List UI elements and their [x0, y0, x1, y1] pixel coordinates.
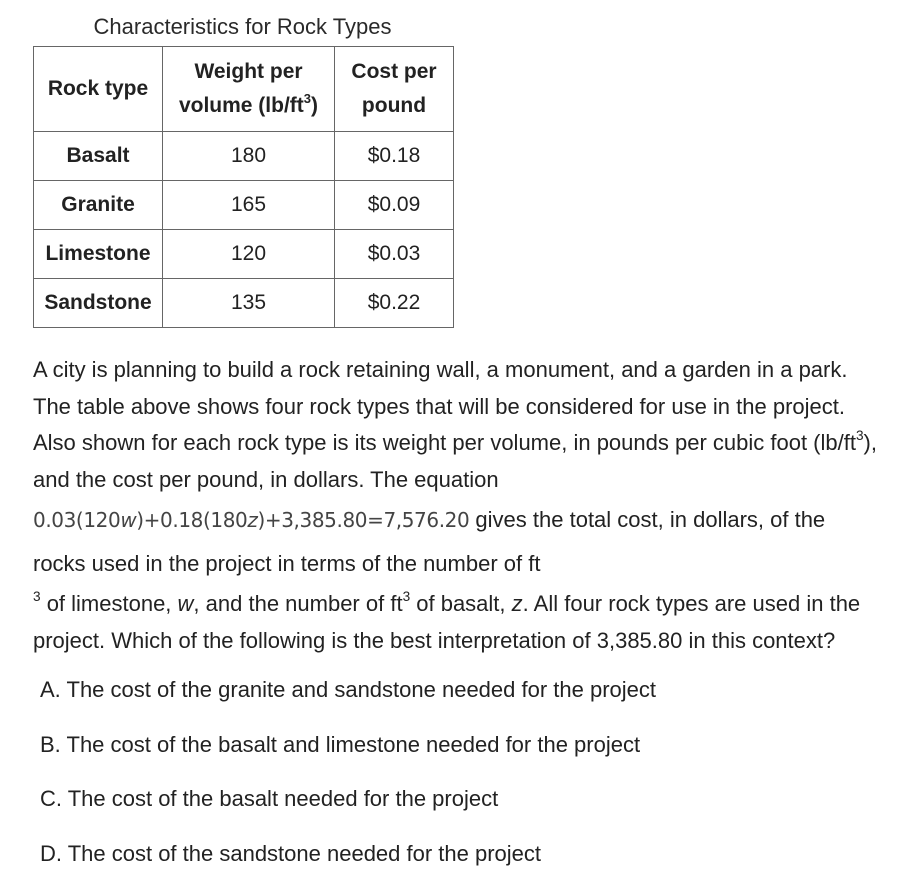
- question-text-part7: . All four rock types are used in the project. Which of the following is the best interpretation of 3,385.80 in this context?: [33, 591, 861, 653]
- header-rock-type: Rock type: [34, 47, 163, 132]
- header-cost-line1: Cost per: [351, 60, 437, 83]
- header-weight-close: ): [311, 94, 319, 117]
- header-weight-line1: Weight per: [194, 60, 303, 83]
- variable-z: z: [511, 591, 523, 616]
- row-cost: $0.03: [335, 230, 454, 279]
- question-text-part3: gives the total cost, in dollars, of the rocks used in the project in terms of the number of ft: [33, 507, 826, 576]
- row-rock-name: Sandstone: [34, 279, 163, 328]
- table-row: [34, 181, 454, 230]
- row-weight: 120: [163, 230, 335, 279]
- header-cost-line2: pound: [361, 94, 427, 117]
- question-text-part5: , and the number of ft: [193, 591, 403, 616]
- equation-var-z: z: [247, 508, 258, 532]
- equation-part-b: )+0.18(180: [136, 508, 248, 532]
- table-row: [34, 230, 454, 279]
- header-cost-per-pound: [335, 47, 454, 132]
- answer-choice-a[interactable]: A. The cost of the granite and sandstone needed for the project: [40, 677, 657, 702]
- table-row: [34, 132, 454, 181]
- equation: [33, 498, 883, 586]
- row-weight: 165: [163, 181, 335, 230]
- row-cost: $0.18: [335, 132, 454, 181]
- superscript: 3: [402, 589, 411, 605]
- header-weight-per-volume: [163, 47, 335, 132]
- answer-choice-d[interactable]: D. The cost of the sandstone needed for the project: [40, 840, 542, 866]
- question-text-part6: of basalt,: [410, 591, 512, 616]
- row-weight: 180: [163, 132, 335, 181]
- superscript: 3: [33, 589, 41, 605]
- superscript: 3: [855, 428, 864, 444]
- row-cost: $0.09: [335, 181, 454, 230]
- variable-w: w: [177, 591, 194, 616]
- row-rock-name: Limestone: [34, 230, 163, 279]
- answer-choice-b[interactable]: B. The cost of the basalt and limestone needed for the project: [40, 731, 641, 757]
- header-weight-superscript: 3: [303, 90, 312, 106]
- row-weight: 135: [163, 279, 335, 328]
- equation-var-w: w: [120, 508, 137, 532]
- equation-part-a: 0.03(120: [33, 508, 121, 532]
- rock-types-table: [33, 46, 454, 328]
- row-cost: $0.22: [335, 279, 454, 328]
- table-row: [34, 279, 454, 328]
- table-caption: Characteristics for Rock Types: [93, 14, 392, 39]
- header-weight-line2: volume (lb/ft: [178, 94, 304, 117]
- question-text-part1: A city is planning to build a rock retaining wall, a monument, and a garden in a park. The table above shows four rock types that will be considered for use in the project. Also shown for each rock type is its weight per volume, in pounds per cubic foot (lb/ft: [33, 357, 856, 455]
- row-rock-name: Granite: [34, 181, 163, 230]
- answer-choice-c[interactable]: C. The cost of the basalt needed for the project: [40, 786, 499, 811]
- question-stem: [33, 352, 883, 659]
- equation-part-c: )+3,385.80=7,576.20: [257, 508, 470, 532]
- question-text-part2: ), and the cost per pound, in dollars. The equation: [33, 430, 877, 492]
- question-text-part4: of limestone,: [40, 591, 178, 616]
- row-rock-name: Basalt: [34, 132, 163, 181]
- table-header-row: [34, 47, 454, 132]
- answer-choices: [40, 672, 656, 890]
